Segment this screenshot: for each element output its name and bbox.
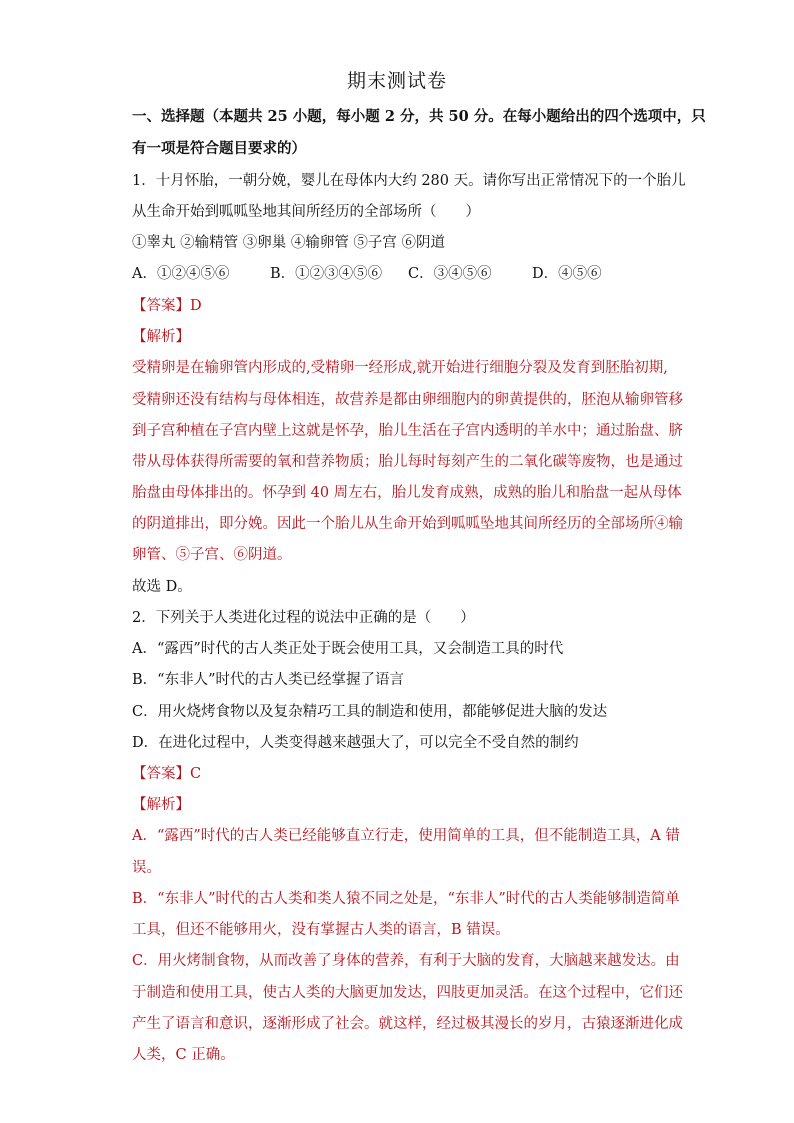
q1-items: ①睾丸 ②输精管 ③卵巢 ④输卵管 ⑤子宫 ⑥阴道 [132, 235, 446, 251]
q1-option-b: B．①②③④⑤⑥ [270, 266, 383, 282]
q1-analysis-line: 卵管、⑤子宫、⑥阴道。 [132, 547, 292, 563]
q2-analysis-line: 误。 [132, 860, 161, 876]
q2-analysis-line: B．“东非人”时代的古人类和类人猿不同之处是，“东非人”时代的古人类能够制造简单 [132, 891, 680, 907]
q1-stem-line1: 1．十月怀胎，一朝分娩，婴儿在母体内大约 280 天。请你写出正常情况下的一个胎儿 [132, 173, 686, 189]
q2-analysis-line: 产生了语言和意识，逐渐形成了社会。就这样，经过极其漫长的岁月，古猿逐渐进化成 [132, 1016, 683, 1032]
q2-option-d: D．在进化过程中，人类变得越来越强大了，可以完全不受自然的制约 [132, 735, 579, 751]
q2-analysis-line: 于制造和使用工具，使古人类的大脑更加发达，四肢更加灵活。在这个过程中，它们还 [132, 985, 683, 1001]
page-title: 期末测试卷 [346, 70, 447, 92]
q1-analysis-line: 带从母体获得所需要的氧和营养物质；胎儿每时每刻产生的二氧化碳等废物，也是通过 [132, 454, 683, 470]
q2-option-b: B．“东非人”时代的古人类已经掌握了语言 [132, 672, 404, 688]
q1-analysis-line: 到子宫种植在子宫内壁上这就是怀孕，胎儿生活在子宫内透明的羊水中；通过胎盘、脐 [132, 423, 683, 439]
q2-answer: 【答案】C [132, 766, 202, 782]
q2-option-a: A．“露西”时代的古人类正处于既会使用工具，又会制造工具的时代 [132, 641, 564, 657]
q2-analysis-line: 人类，C 正确。 [132, 1047, 235, 1063]
q2-analysis-line: A．“露西”时代的古人类已经能够直立行走，使用简单的工具，但不能制造工具，A 错 [132, 828, 680, 844]
q1-analysis-line: 的阴道排出，即分娩。因此一个胎儿从生命开始到呱呱坠地其间所经历的全部场所④输 [132, 516, 683, 532]
q1-option-d: D．④⑤⑥ [532, 266, 602, 282]
q1-analysis-label: 【解析】 [132, 329, 190, 345]
q1-option-a: A．①②④⑤⑥ [132, 266, 230, 282]
q1-option-c: C．③④⑤⑥ [408, 266, 492, 282]
q1-conclusion: 故选 D。 [132, 579, 192, 595]
q1-options [132, 264, 672, 284]
q2-analysis-line: 工具，但还不能够用火，没有掌握古人类的语言，B 错误。 [132, 922, 510, 938]
q1-analysis-line: 受精卵还没有结构与母体相连，故营养是都由卵细胞内的卵黄提供的，胚泡从输卵管移 [132, 392, 683, 408]
q1-answer: 【答案】D [132, 298, 202, 314]
q2-analysis-line: C．用火烤制食物，从而改善了身体的营养，有利于大脑的发育，大脑越来越发达。由 [132, 953, 680, 969]
q2-analysis-label: 【解析】 [132, 797, 190, 813]
q1-analysis-line: 受精卵是在输卵管内形成的,受精卵一经形成,就开始进行细胞分裂及发育到胚胎初期, [132, 360, 668, 376]
section-heading-line1: 一、选择题（本题共 25 小题，每小题 2 分，共 50 分。在每小题给出的四个选项中，只 [132, 108, 706, 125]
q2-stem: 2．下列关于人类进化过程的说法中正确的是（ ） [132, 610, 475, 626]
q2-option-c: C．用火烧烤食物以及复杂精巧工具的制造和使用，都能够促进大脑的发达 [132, 704, 608, 720]
q1-analysis-line: 胎盘由母体排出的。怀孕到 40 周左右，胎儿发育成熟，成熟的胎儿和胎盘一起从母体 [132, 485, 682, 501]
section-heading-line2: 有一项是符合题目要求的） [132, 140, 306, 157]
q1-stem-line2: 从生命开始到呱呱坠地其间所经历的全部场所（ ） [132, 204, 480, 220]
